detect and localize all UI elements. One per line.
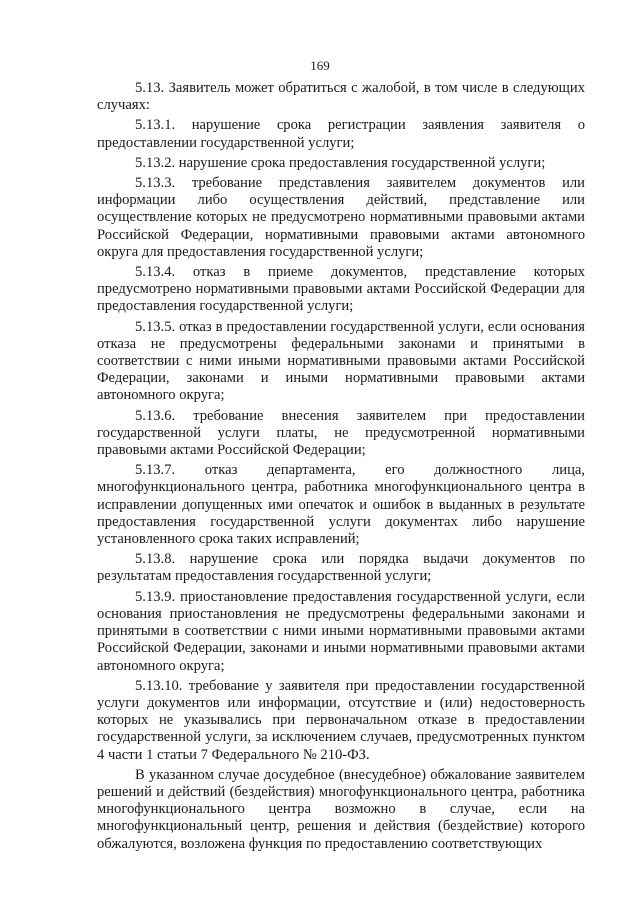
document-body	[97, 80, 585, 856]
paragraph-5-13-2: 5.13.2. нарушение срока предоставления государственной услуги;	[135, 154, 546, 171]
paragraph-5-13-10: 5.13.10. требование у заявителя при предоставлении государственной услуги документов или информации, отсутствие и (или) недостоверность которых не указывались при первоначальном отказе в предоставлении государственной услуги, за исключением случаев, предусмотренных пунктом 4 части 1 статьи 7 Федерального № 210-ФЗ.	[97, 677, 585, 763]
paragraph-5-13-6: 5.13.6. требование внесения заявителем при предоставлении государственной услуги платы, не предусмотренной нормативными правовыми актами Российской Федерации;	[97, 407, 585, 459]
paragraph-5-13-4: 5.13.4. отказ в приеме документов, представление которых предусмотрено нормативными правовыми актами Российской Федерации для предоставления государственной услуги;	[97, 264, 585, 315]
page-number: 169	[310, 58, 330, 73]
paragraph-5-13-3: 5.13.3. требование представления заявителем документов или информации либо осуществления действий, представление или осуществление которых не предусмотрено нормативными правовыми актами Российской Федерации, нормативными правовыми актами автономного округа для предоставления государственной услуги;	[97, 175, 585, 260]
paragraph-5-13-9: 5.13.9. приостановление предоставления государственной услуги, если основания приостановления не предусмотрены федеральными законами и принятыми в соответствии с ними иными нормативными правовыми актами Российской Федерации, законами и иными нормативными правовыми актами автономного округа;	[97, 588, 585, 674]
paragraph-5-13-8: 5.13.8. нарушение срока или порядка выдачи документов по результатам предоставления государственной услуги;	[97, 551, 585, 585]
paragraph-5-13-1: 5.13.1. нарушение срока регистрации заявления заявителя о предоставлении государственной услуги;	[97, 117, 585, 151]
paragraph-appeal-note: В указанном случае досудебное (внесудебное) обжалование заявителем решений и действий (бездействия) многофункционального центра, работника многофункционального центра возможно в случае, если на многофункциональный центр, решения и действия (бездействие) которого обжалуются, возложена функция по предоставлению соответствующих	[97, 766, 585, 852]
paragraph-5-13-5: 5.13.5. отказ в предоставлении государственной услуги, если основания отказа не предусмотрены федеральными законами и принятыми в соответствии с ними иными нормативными правовыми актами Российской Федерации, законами и иными нормативными правовыми актами автономного округа;	[97, 318, 585, 404]
paragraph-5-13: 5.13. Заявитель может обратиться с жалобой, в том числе в следующих случаях:	[97, 80, 585, 114]
paragraph-5-13-7: 5.13.7. отказ департамента, его должностного лица, многофункционального центра, работника многофункционального центра в исправлении допущенных ими опечаток и ошибок в выданных в результате предоставления государственной услуги документах либо нарушение установленного срока таких исправлений;	[97, 462, 585, 548]
